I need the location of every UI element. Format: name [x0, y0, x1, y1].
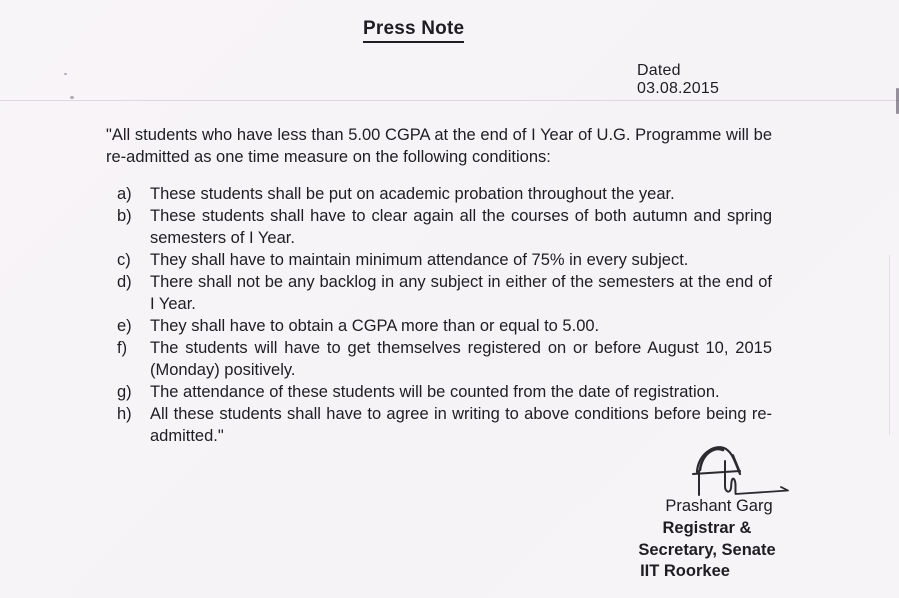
- document-title: Press Note: [363, 18, 464, 43]
- condition-label: e): [117, 317, 132, 335]
- scan-speck: [70, 96, 74, 99]
- condition-label: f): [117, 339, 128, 357]
- condition-label: c): [117, 251, 131, 269]
- condition-label: a): [117, 185, 132, 203]
- scan-artifact-streak: [889, 255, 890, 435]
- document-date: Dated 03.08.2015: [637, 62, 720, 97]
- signature-scribble-icon: [688, 441, 796, 499]
- scan-artifact-line: [0, 100, 899, 101]
- signatory-title-registrar: Registrar &: [662, 518, 752, 537]
- condition-label: h): [117, 405, 132, 423]
- condition-text: These students shall be put on academic probation throughout the year.: [150, 185, 675, 203]
- condition-item-d: [117, 271, 772, 315]
- conditions-list: [117, 183, 772, 447]
- signatory-organization: IIT Roorkee: [640, 562, 730, 581]
- signatory-title-secretary: Secretary, Senate: [638, 540, 776, 559]
- scan-speck: [64, 73, 67, 75]
- condition-item-h: [117, 403, 772, 447]
- condition-text: All these students shall have to agree in writing to above conditions before being re-admitted.": [150, 405, 772, 445]
- condition-item-c: [117, 249, 772, 271]
- condition-text: These students shall have to clear again all the courses of both autumn and spring semesters of I Year.: [150, 207, 772, 247]
- condition-text: The students will have to get themselves registered on or before August 10, 2015 (Monday) positively.: [150, 339, 772, 379]
- condition-label: b): [117, 207, 132, 225]
- condition-label: d): [117, 273, 132, 291]
- condition-text: There shall not be any backlog in any subject in either of the semesters at the end of I Year.: [150, 273, 772, 313]
- condition-item-g: [117, 381, 772, 403]
- signature-block: [618, 496, 796, 583]
- condition-item-a: [117, 183, 772, 205]
- condition-text: They shall have to maintain minimum attendance of 75% in every subject.: [150, 251, 689, 269]
- condition-label: g): [117, 383, 132, 401]
- intro-paragraph: "All students who have less than 5.00 CGPA at the end of I Year of U.G. Programme will be re-admitted as one time measure on the following conditions:: [106, 126, 772, 166]
- signatory-name: Prashant Garg: [665, 497, 773, 515]
- condition-item-b: [117, 205, 772, 249]
- condition-text: They shall have to obtain a CGPA more than or equal to 5.00.: [150, 317, 600, 335]
- condition-item-e: [117, 315, 772, 337]
- condition-text: The attendance of these students will be counted from the date of registration.: [150, 383, 720, 401]
- condition-item-f: [117, 337, 772, 381]
